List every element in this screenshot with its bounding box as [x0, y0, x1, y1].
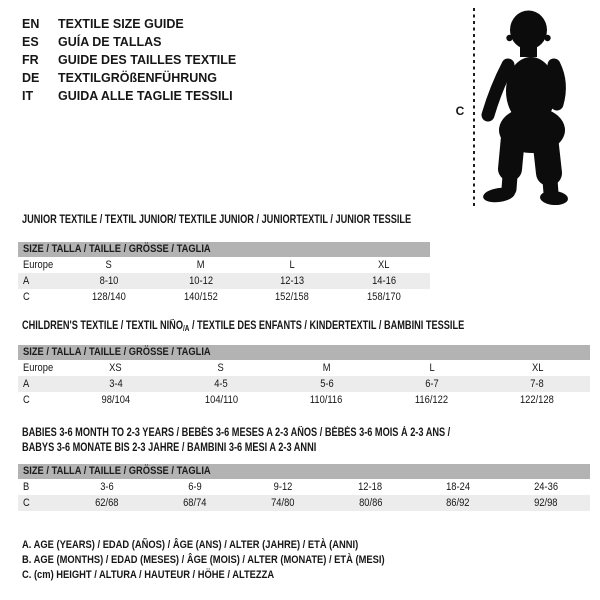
table-row-europe: [18, 257, 430, 273]
footnote-c: [22, 568, 319, 582]
table-row-age-months: [18, 479, 590, 495]
section-title-text: BABYS 3-6 MONATE BIS 2-3 JAHRE / BAMBINI 3-6 MESI A 2-3 ANNI: [22, 442, 317, 454]
table-row-height: [18, 392, 590, 408]
table-cell: 24-36: [534, 481, 559, 493]
section-title-text: CHILDREN'S TEXTILE / TEXTIL NIÑO/A / TEXTILE DES ENFANTS / KINDERTEXTIL / BAMBINI TESSILE: [22, 320, 465, 333]
table-cell: 62/68: [95, 497, 119, 509]
junior-size-table: [18, 242, 430, 305]
language-title: GUÍA DE TALLAS: [58, 35, 162, 49]
table-cell: 4-5: [214, 378, 228, 390]
table-cell: S: [217, 362, 225, 374]
table-cell: 8-10: [99, 275, 119, 287]
footnote-text: A. AGE (YEARS) / EDAD (AÑOS) / ÂGE (ANS) / ALTER (JAHRE) / ETÀ (ANNI): [22, 539, 359, 551]
table-cell: 6-9: [187, 481, 202, 493]
language-title: TEXTILGRÖßENFÜHRUNG: [58, 71, 218, 85]
babies-size-table: [18, 464, 590, 511]
children-size-table: [18, 345, 590, 408]
table-cell: 92/98: [534, 497, 558, 509]
language-row-es: [22, 33, 236, 51]
table-cell: 98/104: [101, 394, 131, 406]
height-measure-dashed-line: [473, 8, 475, 206]
height-measure-label: C: [455, 104, 465, 118]
language-code: FR: [22, 53, 39, 67]
table-header-label: SIZE / TALLA / TAILLE / GRÖSSE / TAGLIA: [23, 465, 211, 477]
table-cell: 74/80: [270, 497, 295, 509]
table-cell: 116/122: [415, 394, 449, 406]
section-title-text: BABIES 3-6 MONTH TO 2-3 YEARS / BEBÉS 3-6 MESES A 2-3 AÑOS / BÉBÉS 3-6 MOIS À 2-3 ANS /: [22, 427, 451, 439]
table-row-height: [18, 289, 430, 305]
section-title-babies-line2: [22, 441, 390, 455]
table-cell: 6-7: [425, 378, 439, 390]
footnote-text: B. AGE (MONTHS) / EDAD (MESES) / ÂGE (MOIS) / ALTER (MONATE) / ETÀ (MESI): [22, 554, 385, 566]
row-label: A: [23, 275, 30, 287]
language-row-en: [22, 15, 236, 33]
language-code: DE: [22, 71, 40, 85]
table-cell: M: [196, 259, 205, 271]
table-cell: 104/110: [204, 394, 238, 406]
table-cell: 122/128: [520, 394, 555, 406]
subscript-a: /A: [182, 324, 190, 333]
table-cell: S: [105, 259, 112, 271]
table-cell: 14-16: [372, 275, 397, 287]
table-cell: 7-8: [530, 378, 545, 390]
table-cell: XL: [378, 259, 390, 271]
table-header-label: SIZE / TALLA / TAILLE / GRÖSSE / TAGLIA: [23, 346, 211, 358]
row-label: B: [23, 481, 30, 493]
section-title-babies-line1: [22, 426, 557, 440]
language-list: [22, 15, 236, 105]
language-code: IT: [22, 89, 34, 103]
table-cell: XL: [531, 362, 544, 374]
footnote-text: C. (cm) HEIGHT / ALTURA / HAUTEUR / HÖHE / ALTEZZA: [22, 569, 275, 581]
language-row-de: [22, 69, 236, 87]
table-header-row: [18, 242, 430, 257]
row-label: C: [23, 394, 30, 406]
table-cell: 9-12: [273, 481, 292, 493]
section-title-junior: [22, 213, 508, 227]
table-header-row: [18, 464, 590, 479]
table-cell: 86/92: [446, 497, 470, 509]
language-row-it: [22, 87, 236, 105]
table-header-label: SIZE / TALLA / TAILLE / GRÖSSE / TAGLIA: [23, 243, 211, 255]
table-row-height: [18, 495, 590, 511]
table-cell: 158/170: [367, 291, 402, 303]
table-cell: 5-6: [319, 378, 334, 390]
table-cell: 140/152: [183, 291, 218, 303]
table-cell: 152/158: [275, 291, 310, 303]
table-cell: 12-18: [358, 481, 383, 493]
table-cell: 110/116: [310, 394, 343, 406]
section-title-text: JUNIOR TEXTILE / TEXTIL JUNIOR/ TEXTILE JUNIOR / JUNIORTEXTIL / JUNIOR TESSILE: [22, 214, 412, 226]
table-cell: 3-4: [108, 378, 123, 390]
table-cell: 18-24: [446, 481, 471, 493]
row-label: A: [23, 378, 30, 390]
footnote-a: [22, 538, 418, 552]
row-label: C: [23, 497, 30, 509]
table-cell: 3-6: [100, 481, 114, 493]
table-header-row: [18, 345, 590, 360]
row-label: Europe: [23, 362, 54, 374]
language-title: GUIDA ALLE TAGLIE TESSILI: [58, 89, 233, 103]
table-cell: XS: [109, 362, 122, 374]
table-cell: M: [322, 362, 331, 374]
table-row-age: [18, 273, 430, 289]
table-row-europe: [18, 360, 590, 376]
language-code: EN: [22, 17, 40, 31]
language-title: TEXTILE SIZE GUIDE: [58, 17, 184, 31]
table-cell: 80/86: [358, 497, 383, 509]
table-cell: L: [289, 259, 295, 271]
language-title: GUIDE DES TAILLES TEXTILE: [58, 53, 237, 67]
table-cell: 128/140: [91, 291, 126, 303]
table-row-age: [18, 376, 590, 392]
table-cell: 68/74: [183, 497, 207, 509]
footnote-b: [22, 553, 449, 567]
language-row-fr: [22, 51, 236, 69]
row-label: Europe: [23, 259, 54, 271]
section-title-children: [22, 319, 575, 334]
language-code: ES: [22, 35, 39, 49]
table-cell: L: [429, 362, 435, 374]
row-label: C: [23, 291, 30, 303]
table-cell: 10-12: [188, 275, 213, 287]
toddler-silhouette-icon: [481, 3, 599, 208]
table-cell: 12-13: [280, 275, 305, 287]
